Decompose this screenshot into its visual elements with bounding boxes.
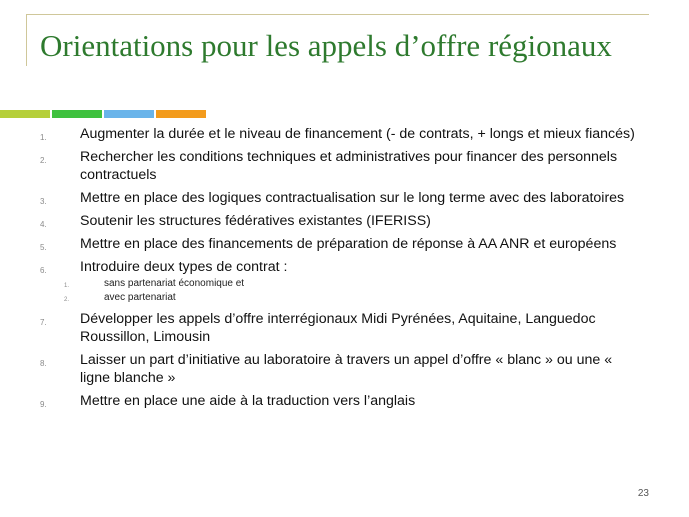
list-item	[0, 148, 689, 184]
item-number: 2.	[40, 156, 47, 165]
item-text: Mettre en place une aide à la traduction vers l’anglais	[80, 393, 416, 409]
subitem-number: 1.	[64, 283, 70, 289]
accent-segment-2	[52, 110, 102, 118]
accent-segment-1	[0, 110, 50, 118]
subitem-text: avec partenariat	[104, 292, 176, 303]
item-text: Développer les appels d’offre interrégionaux Midi Pyrénées, Aquitaine, Languedoc Roussillon, Limousin	[80, 311, 596, 345]
list-item	[0, 351, 689, 387]
subitem-number: 2.	[64, 297, 70, 303]
item-number: 4.	[40, 220, 47, 229]
item-number: 3.	[40, 197, 47, 206]
item-text: Laisser un part d’initiative au laboratoire à travers un appel d’offre « blanc » ou une « ligne blanche »	[80, 352, 613, 386]
sub-list-item	[0, 277, 689, 291]
list-item	[0, 235, 689, 253]
accent-bar	[0, 110, 210, 118]
page-number: 23	[637, 488, 649, 499]
item-text: Introduire deux types de contrat :	[80, 259, 288, 275]
item-number: 8.	[40, 359, 47, 368]
item-number: 1.	[40, 133, 47, 142]
accent-segment-4	[156, 110, 206, 118]
subitem-text: sans partenariat économique et	[104, 278, 245, 289]
list-item	[0, 310, 689, 346]
list-item	[0, 125, 689, 143]
sub-list-item	[0, 291, 689, 305]
list-item	[0, 189, 689, 207]
item-number: 6.	[40, 266, 47, 275]
item-text: Augmenter la durée et le niveau de financement (- de contrats, + longs et mieux fiancés)	[80, 126, 635, 142]
list-item	[0, 258, 689, 276]
orientations-list	[0, 125, 689, 410]
accent-segment-3	[104, 110, 154, 118]
item-number: 5.	[40, 243, 47, 252]
slide-title: Orientations pour les appels d’offre régionaux	[40, 28, 612, 63]
item-text: Mettre en place des financements de préparation de réponse à AA ANR et européens	[80, 236, 617, 252]
list-item	[0, 212, 689, 230]
item-text: Mettre en place des logiques contractualisation sur le long terme avec des laboratoires	[80, 190, 625, 206]
item-text: Soutenir les structures fédératives existantes (IFERISS)	[80, 213, 431, 229]
item-text: Rechercher les conditions techniques et administratives pour financer des personnels contractuels	[80, 149, 618, 183]
item-number: 9.	[40, 400, 47, 409]
item-number: 7.	[40, 318, 47, 327]
list-item	[0, 392, 689, 410]
